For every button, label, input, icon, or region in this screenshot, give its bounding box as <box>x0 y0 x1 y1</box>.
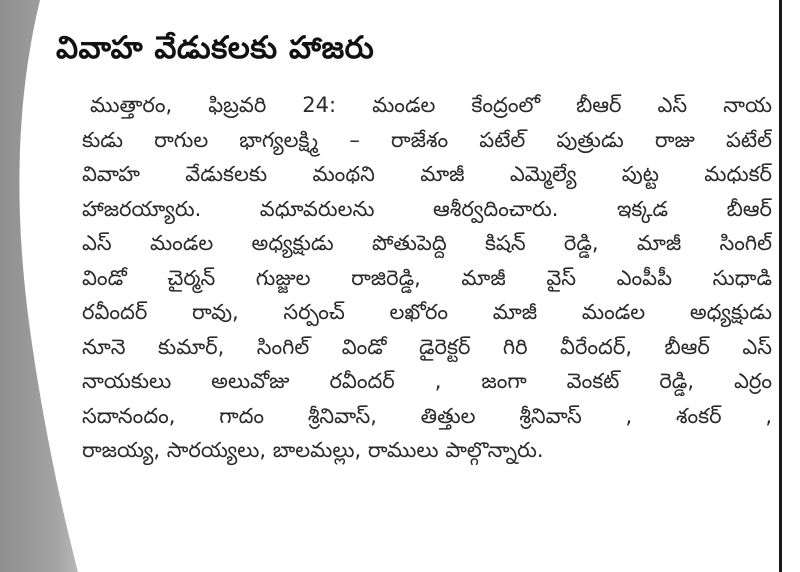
article-line: రవీందర్ రావు, సర్పంచ్ లఖోరం మాజీ మండల అధ్యక్షుడు <box>82 300 772 324</box>
article-line: నాయకులు అలువోజు రవీందర్ , జంగా వెంకట్ రెడ్డి, ఎర్రం <box>82 369 772 393</box>
cut-off-previous-line <box>60 0 760 6</box>
article-line: కుడు రాగుల భాగ్యలక్ష్మి – రాజేశం పటేల్ పుత్రుడు రాజు పటేల్ <box>82 127 772 152</box>
fold-shadow-graphic <box>0 0 78 572</box>
article-line: వివాహ వేడుకలకు మంథని మాజీ ఎమ్మెల్యే పుట్ట మధుకర్ <box>82 162 772 186</box>
article-headline: వివాహ వేడుకలకు హాజరు <box>56 30 375 66</box>
column-border <box>779 0 782 572</box>
article-body <box>82 88 772 468</box>
article-line: విండో చైర్మన్ గుజ్జుల రాజిరెడ్డి, మాజీ వైస్ ఎంపీపీ సుధాడి <box>82 265 772 290</box>
article-line: హాజరయ్యారు. వధూవరులను ఆశీర్వదించారు. ఇక్కడ బీఆర్ <box>82 196 772 221</box>
article-line: రాజయ్య, సారయ్యలు, బాలమల్లు, రాములు పాల్గొన్నారు. <box>82 438 544 462</box>
page-fold-shadow <box>0 0 78 572</box>
article-line: సదానందం, గాదం శ్రీనివాస్, తిత్తుల శ్రీనివాస్ , శంకర్ , <box>82 403 772 428</box>
article-line: నూనె కుమార్, సింగిల్ విండో డైరెక్టర్ గిరి వీరేందర్, బీఆర్ ఎస్ <box>82 334 772 359</box>
article-line: ఎస్ మండల అధ్యక్షుడు పోతుపెద్ది కిషన్ రెడ్డి, మాజీ సింగిల్ <box>82 231 772 255</box>
article-line: ముత్తారం, ఫిబ్రవరి 24: మండల కేంద్రంలో బీఆర్ ఎస్ నాయ <box>90 93 772 117</box>
